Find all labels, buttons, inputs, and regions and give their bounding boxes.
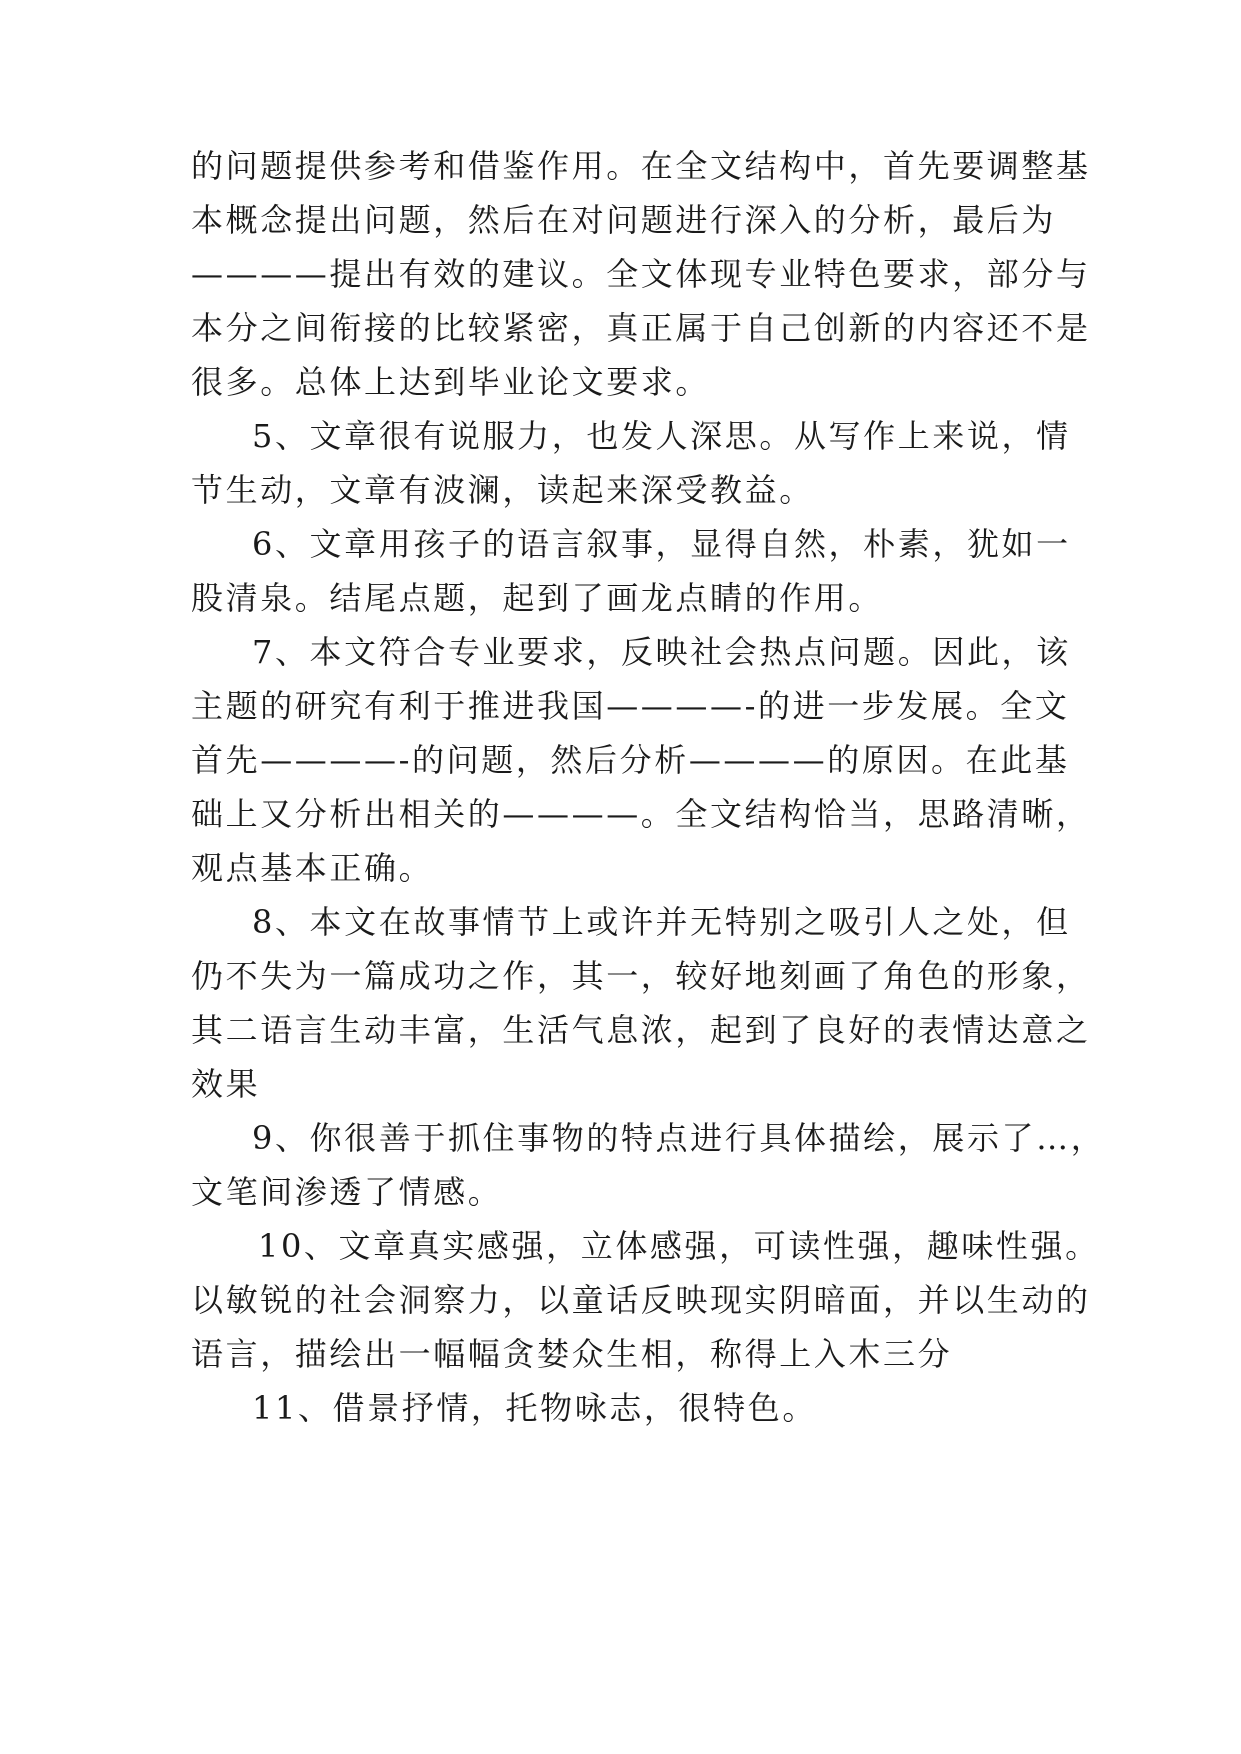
paragraph-item-11-start: 11、借景抒情，托物咏志，很特色。 xyxy=(252,1389,817,1427)
text-line: 首先————-的问题，然后分析————的原因。在此基 xyxy=(191,741,1070,779)
text-line: 效果 xyxy=(191,1065,261,1103)
paragraph-item-9-start: 9、你很善于抓住事物的特点进行具体描绘，展示了…， xyxy=(252,1119,1106,1157)
text-line: 础上又分析出相关的————。全文结构恰当，思路清晰， xyxy=(191,795,1091,833)
text-line: 节生动，文章有波澜，读起来深受教益。 xyxy=(191,471,814,509)
paragraph-item-6-start: 6、文章用孩子的语言叙事，显得自然，朴素，犹如一 xyxy=(252,525,1071,563)
text-line: 其二语言生动丰富，生活气息浓，起到了良好的表情达意之 xyxy=(191,1011,1091,1049)
text-line: 语言，描绘出一幅幅贪婪众生相，称得上入木三分 xyxy=(191,1335,953,1373)
text-line: 以敏锐的社会洞察力，以童话反映现实阴暗面，并以生动的 xyxy=(191,1281,1091,1319)
text-line: 主题的研究有利于推进我国————-的进一步发展。全文 xyxy=(191,687,1070,725)
paragraph-item-10-start: 10、文章真实感强，立体感强，可读性强，趣味性强。 xyxy=(258,1227,1100,1265)
text-line: ————提出有效的建议。全文体现专业特色要求，部分与 xyxy=(191,255,1091,293)
text-line: 很多。总体上达到毕业论文要求。 xyxy=(191,363,711,401)
text-line: 文笔间渗透了情感。 xyxy=(191,1173,503,1211)
paragraph-item-8-start: 8、本文在故事情节上或许并无特别之吸引人之处，但 xyxy=(252,903,1071,941)
text-line: 本分之间衔接的比较紧密，真正属于自己创新的内容还不是 xyxy=(191,309,1091,347)
text-line: 股清泉。结尾点题，起到了画龙点睛的作用。 xyxy=(191,579,884,617)
text-line: 观点基本正确。 xyxy=(191,849,434,887)
text-line: 仍不失为一篇成功之作，其一，较好地刻画了角色的形象， xyxy=(191,957,1091,995)
text-line: 的问题提供参考和借鉴作用。在全文结构中，首先要调整基 xyxy=(191,147,1091,185)
text-line: 本概念提出问题，然后在对问题进行深入的分析，最后为 xyxy=(191,201,1057,239)
paragraph-item-7-start: 7、本文符合专业要求，反映社会热点问题。因此，该 xyxy=(252,633,1071,671)
paragraph-item-5-start: 5、文章很有说服力，也发人深思。从写作上来说，情 xyxy=(252,417,1071,455)
